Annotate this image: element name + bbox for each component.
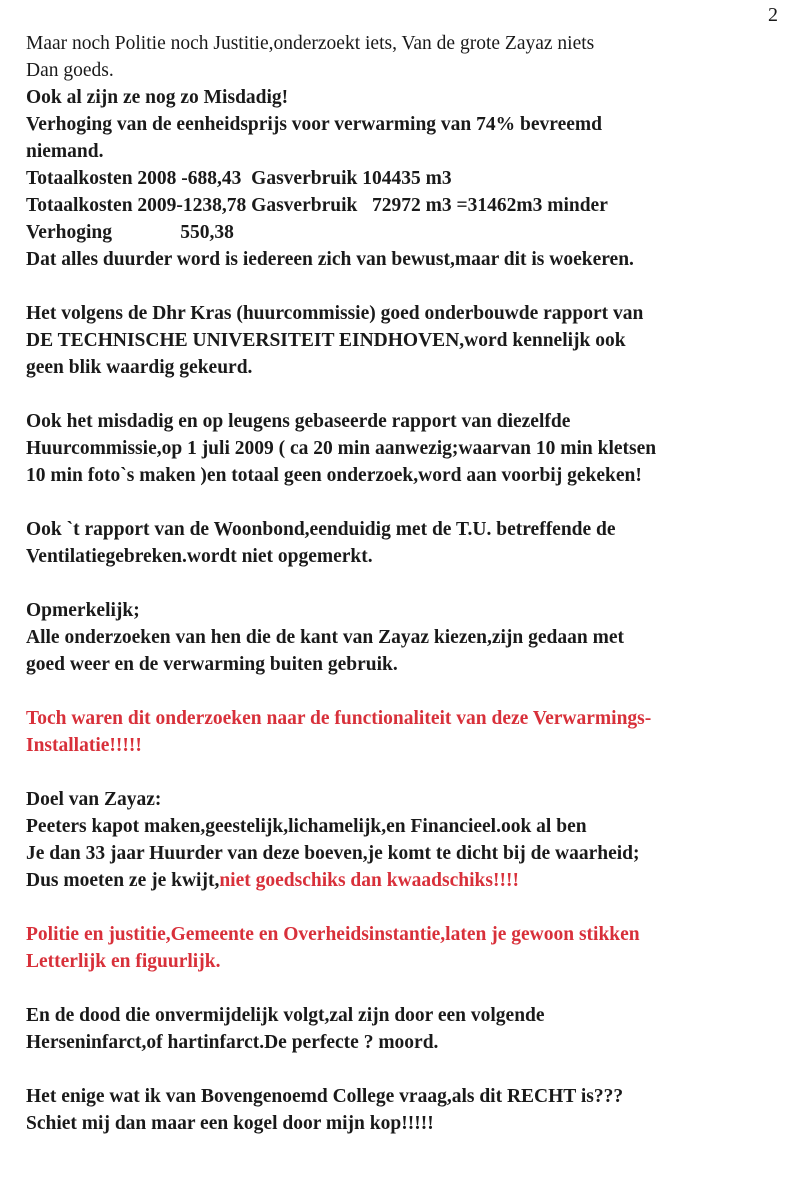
text-line: Je dan 33 jaar Huurder van deze boeven,je komt te dicht bij de waarheid; [26,843,640,864]
cost-row-increase: Verhoging 550,38 [26,222,234,243]
goal-heading: Doel van Zayaz: [26,789,162,810]
text-line: Letterlijk en figuurlijk. [26,951,221,972]
letter-body [26,30,794,1137]
remarkable-heading: Opmerkelijk; [26,600,140,621]
text-line: Het enige wat ik van Bovengenoemd College vraag,als dit RECHT is??? [26,1086,624,1107]
text-line: Toch waren dit onderzoeken naar de functionaliteit van deze Verwarmings- [26,708,652,729]
text-line: Alle onderzoeken van hen die de kant van Zayaz kiezen,zijn gedaan met [26,627,624,648]
intro-paragraph [26,30,794,84]
closing-paragraph [26,1083,794,1137]
text-line: Ook al zijn ze nog zo Misdadig! [26,87,289,108]
text-line [26,867,794,894]
text-line: Maar noch Politie noch Justitie,onderzoekt iets, Van de grote Zayaz niets [26,33,595,54]
text-fragment: Dus moeten ze je kwijt, [26,870,220,891]
text-line: Ook het misdadig en op leugens gebaseerde rapport van diezelfde [26,411,571,432]
text-line: Herseninfarct,of hartinfarct.De perfecte ? moord. [26,1032,439,1053]
text-line: 10 min foto`s maken )en totaal geen onderzoek,word aan voorbij gekeken! [26,465,642,486]
text-line: goed weer en de verwarming buiten gebruik. [26,654,398,675]
text-line: Dat alles duurder word is iedereen zich van bewust,maar dit is woekeren. [26,249,634,270]
text-line: Het volgens de Dhr Kras (huurcommissie) goed onderbouwde rapport van [26,303,644,324]
highlighted-text: niet goedschiks dan kwaadschiks!!!! [219,870,519,891]
text-line: En de dood die onvermijdelijk volgt,zal zijn door een volgende [26,1005,545,1026]
remarkable-paragraph [26,597,794,678]
cost-row-2008: Totaalkosten 2008 -688,43 Gasverbruik 104435 m3 [26,168,452,189]
text-line: Huurcommissie,op 1 juli 2009 ( ca 20 min aanwezig;waarvan 10 min kletsen [26,438,657,459]
text-line: Dan goeds. [26,60,114,81]
text-line: Ook `t rapport van de Woonbond,eenduidig met de T.U. betreffende de [26,519,616,540]
summary-paragraph [26,84,794,165]
text-line: Verhoging van de eenheidsprijs voor verwarming van 74% bevreemd [26,114,602,135]
death-paragraph [26,1002,794,1056]
text-line: Ventilatiegebreken.wordt niet opgemerkt. [26,546,373,567]
commission-report-paragraph [26,408,794,489]
text-line: Installatie!!!!! [26,735,142,756]
cost-comparison [26,165,794,273]
woonbond-paragraph [26,516,794,570]
text-line: niemand. [26,141,104,162]
text-line: geen blik waardig gekeurd. [26,357,253,378]
authorities-paragraph [26,921,794,975]
text-line: Politie en justitie,Gemeente en Overheidsinstantie,laten je gewoon stikken [26,924,640,945]
functionality-paragraph [26,705,794,759]
text-line: Peeters kapot maken,geestelijk,lichamelijk,en Financieel.ook al ben [26,816,587,837]
cost-row-2009: Totaalkosten 2009-1238,78 Gasverbruik 72972 m3 =31462m3 minder [26,195,608,216]
page-number: 2 [768,4,778,26]
goal-paragraph [26,786,794,894]
tu-report-paragraph [26,300,794,381]
text-line: DE TECHNISCHE UNIVERSITEIT EINDHOVEN,word kennelijk ook [26,330,626,351]
text-line: Schiet mij dan maar een kogel door mijn kop!!!!! [26,1113,434,1134]
